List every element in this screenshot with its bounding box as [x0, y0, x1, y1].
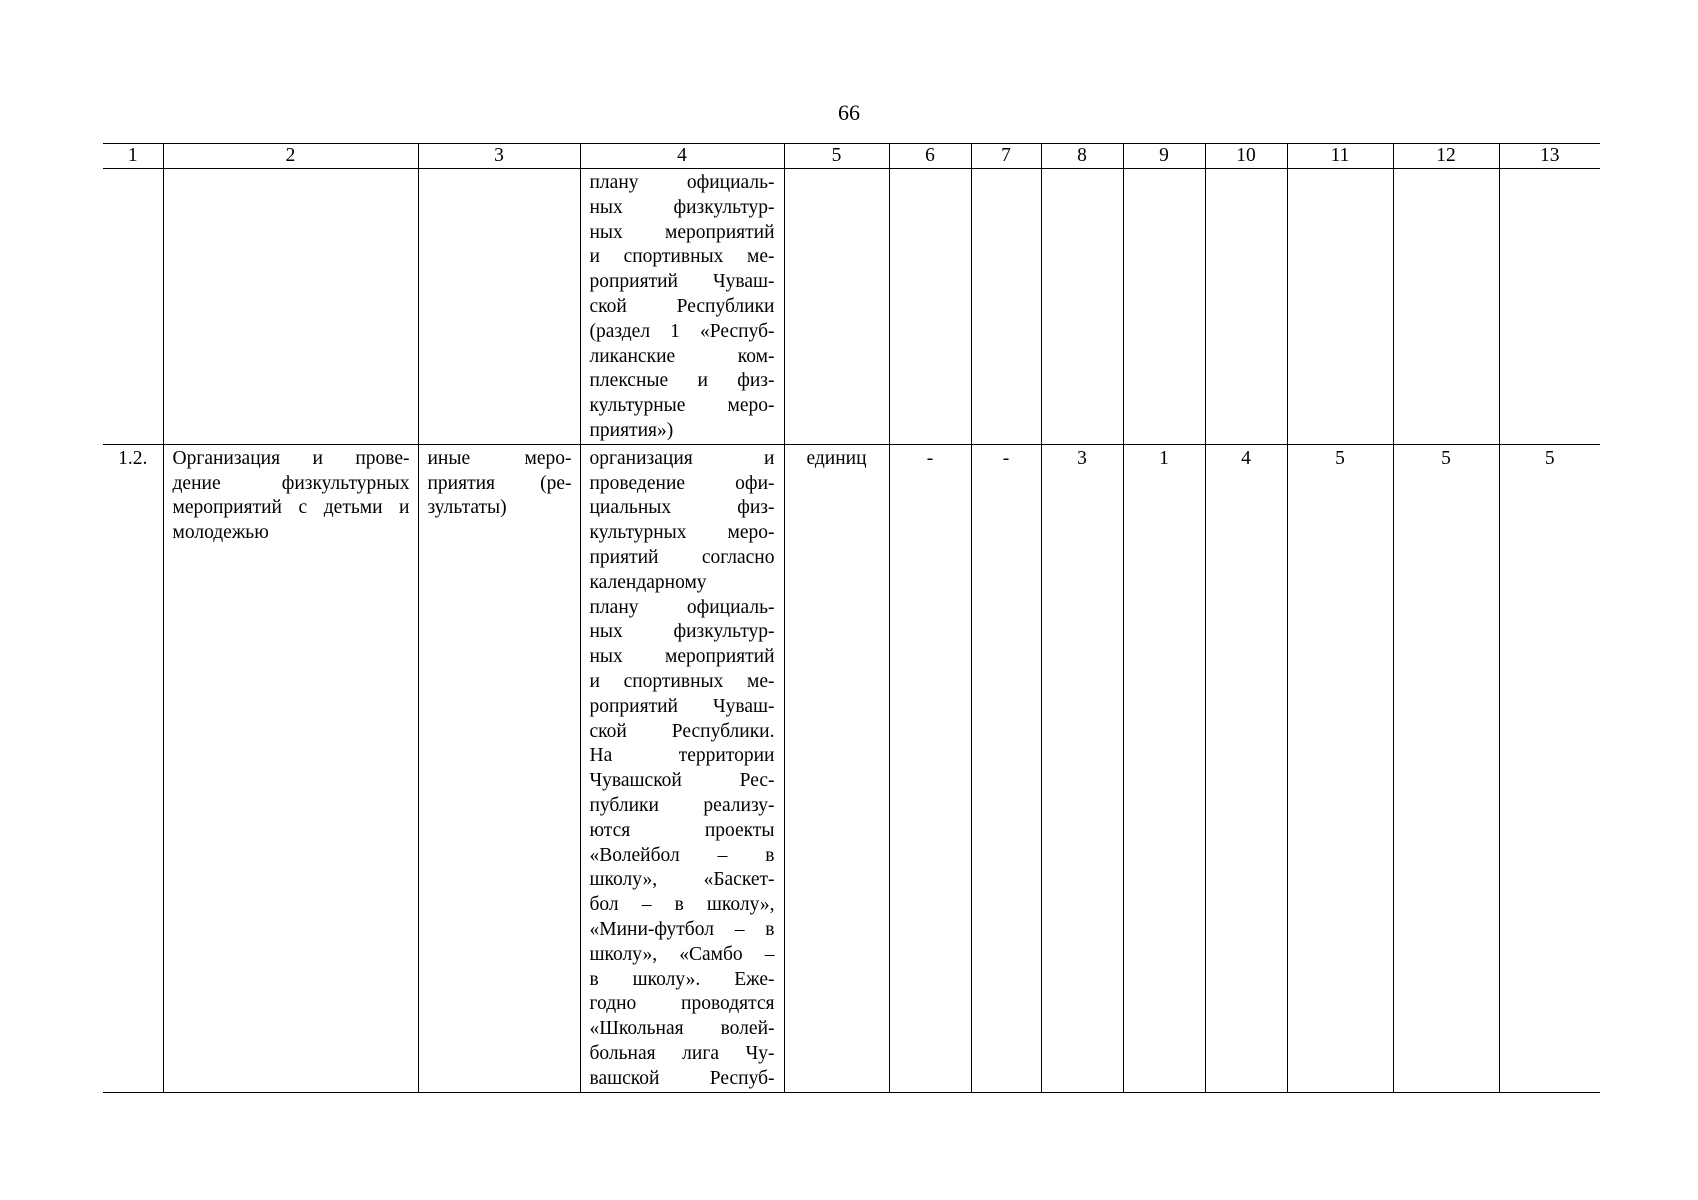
cell-name	[163, 444, 418, 1092]
header-cell-3: 3	[418, 144, 580, 169]
text-line: ных физкультур-	[589, 621, 775, 643]
text-line: мероприятий с детьми и	[172, 497, 410, 519]
text-line: вашской Респуб-	[589, 1067, 775, 1089]
cell-value-8: 3	[1041, 444, 1123, 1092]
header-cell-7: 7	[971, 144, 1041, 169]
cell-value	[1041, 169, 1123, 445]
text-line: роприятий Чуваш-	[589, 695, 775, 717]
text-line: иные меро-	[427, 447, 572, 469]
indicators-table	[103, 143, 1600, 1093]
text-line: циальных физ-	[589, 497, 775, 519]
text-line: На территории	[589, 745, 775, 767]
text-line: роприятий Чуваш-	[589, 271, 775, 293]
cell-description	[580, 169, 784, 445]
text-line: Организация и прове-	[172, 447, 410, 469]
text-line: школу», «Баскет-	[589, 869, 775, 891]
text-line: ных мероприятий	[589, 646, 775, 668]
header-cell-10: 10	[1205, 144, 1287, 169]
text-line: ской Республики.	[589, 720, 775, 742]
cell-type	[418, 169, 580, 445]
cell-value-11: 5	[1287, 444, 1393, 1092]
text-line: приятия (ре-	[427, 472, 572, 494]
text-line: организация и	[589, 447, 775, 469]
header-cell-12: 12	[1393, 144, 1499, 169]
text-line: дение физкультурных	[172, 472, 410, 494]
cell-number	[103, 169, 163, 445]
text-line: ской Республики	[589, 295, 775, 317]
text-line: приятия»)	[589, 419, 674, 441]
text-line: приятий согласно	[589, 546, 775, 568]
text-line: ются проекты	[589, 819, 775, 841]
header-cell-8: 8	[1041, 144, 1123, 169]
text-line: годно проводятся	[589, 993, 775, 1015]
text-line: культурные меро-	[589, 395, 775, 417]
cell-value-7: -	[971, 444, 1041, 1092]
text-line: Чувашской Рес-	[589, 770, 775, 792]
text-line: (раздел 1 «Респуб-	[589, 320, 775, 342]
cell-value	[1393, 169, 1499, 445]
cell-value-12: 5	[1393, 444, 1499, 1092]
header-cell-9: 9	[1123, 144, 1205, 169]
cell-unit: единиц	[784, 444, 889, 1092]
text-line: зультаты)	[427, 497, 507, 519]
text-line: и спортивных ме-	[589, 670, 775, 692]
cell-value	[1205, 169, 1287, 445]
header-row	[103, 144, 1600, 169]
header-cell-5: 5	[784, 144, 889, 169]
text-line: плану официаль-	[589, 596, 775, 618]
text-line: школу», «Самбо –	[589, 943, 775, 965]
cell-value-6: -	[889, 444, 971, 1092]
text-line: публики реализу-	[589, 794, 775, 816]
text-line: молодежью	[172, 522, 269, 544]
text-line: «Волейбол – в	[589, 844, 775, 866]
cell-value-9: 1	[1123, 444, 1205, 1092]
cell-value	[889, 169, 971, 445]
header-cell-11: 11	[1287, 144, 1393, 169]
header-cell-6: 6	[889, 144, 971, 169]
cell-value	[971, 169, 1041, 445]
text-line: больная лига Чу-	[589, 1042, 775, 1064]
header-cell-4: 4	[580, 144, 784, 169]
text-line: в школу». Еже-	[589, 968, 775, 990]
text-line: календарному	[589, 571, 707, 593]
cell-type	[418, 444, 580, 1092]
cell-description	[580, 444, 784, 1092]
text-line: ных мероприятий	[589, 221, 775, 243]
table-header	[103, 144, 1600, 169]
text-line: ных физкультур-	[589, 196, 775, 218]
text-line: и спортивных ме-	[589, 246, 775, 268]
page-number: 66	[838, 100, 860, 125]
text-line: культурных меро-	[589, 522, 775, 544]
cell-value	[1499, 169, 1600, 445]
text-line: плану официаль-	[589, 172, 775, 193]
header-cell-1: 1	[103, 144, 163, 169]
cell-value-10: 4	[1205, 444, 1287, 1092]
text-line: проведение офи-	[589, 472, 775, 494]
table-row	[103, 169, 1600, 445]
header-cell-13: 13	[1499, 144, 1600, 169]
text-line: бол – в школу»,	[589, 894, 775, 916]
cell-value	[1123, 169, 1205, 445]
header-cell-2: 2	[163, 144, 418, 169]
cell-unit	[784, 169, 889, 445]
text-line: «Мини-футбол – в	[589, 918, 775, 940]
cell-number: 1.2.	[103, 444, 163, 1092]
cell-value-13: 5	[1499, 444, 1600, 1092]
text-line: плексные и физ-	[589, 370, 775, 392]
table-row	[103, 444, 1600, 1092]
cell-name	[163, 169, 418, 445]
text-line: «Школьная волей-	[589, 1018, 775, 1040]
text-line: ликанские ком-	[589, 345, 775, 367]
cell-value	[1287, 169, 1393, 445]
